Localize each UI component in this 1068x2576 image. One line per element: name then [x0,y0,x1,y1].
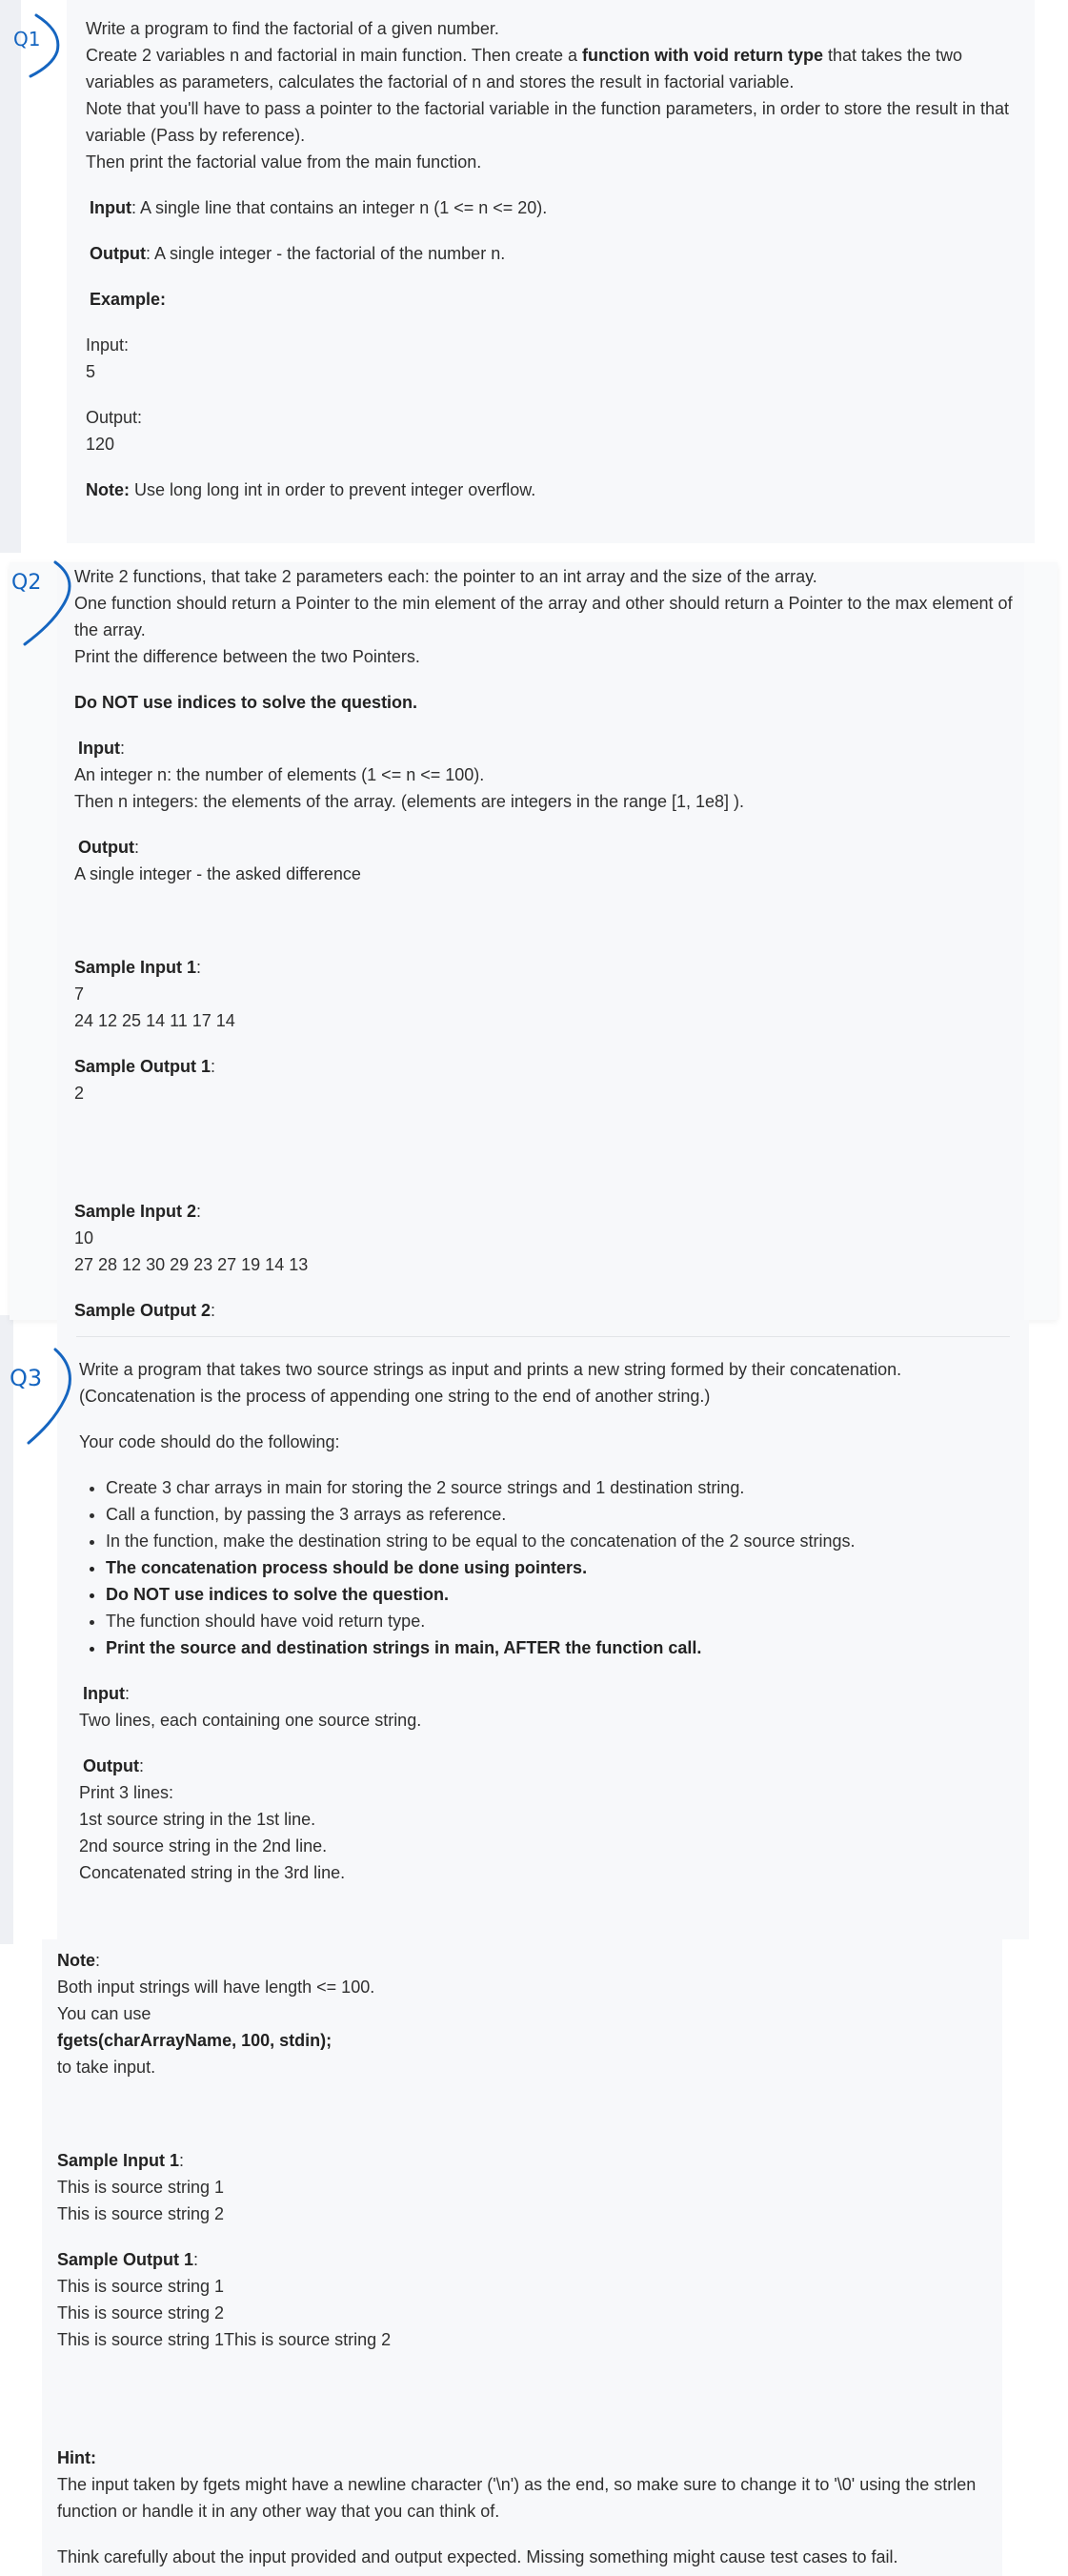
q2-intro-line-1: Write 2 functions, that take 2 parameters each: the pointer to an int array and the size of the array. [74,567,817,586]
q1-note-text: Use long long int in order to prevent integer overflow. [130,480,536,499]
q3-output-line-3: 2nd source string in the 2nd line. [79,1836,328,1856]
q2-sample-output-1-label: Sample Output 1 [74,1057,212,1076]
q3-sample-input-1-line-2: This is source string 2 [57,2204,225,2223]
q2-intro-line-2: One function should return a Pointer to the min element of the array and other should return a Pointer to the max element of the array. [74,594,1013,639]
question-1-content [86,15,1024,503]
question-3-content [79,1356,1022,1886]
q2-input-line-1: An integer n: the number of elements (1 <= n <= 100). [74,765,485,784]
q2-input-label: Input [78,739,120,758]
q2-output-colon: : [133,838,139,857]
q3-output-heading [79,1753,1022,1779]
q2-intro-line-3: Print the difference between the two Pointers. [74,647,420,666]
list-item: • The function should have void return type. [106,1608,1022,1634]
q3-note-line-1: Both input strings will have length <= 100. [57,1978,375,1997]
list-item: • In the function, make the destination string to be equal to the concatenation of the 2 source strings. [106,1528,1022,1554]
q1-marker-label: Q1 [13,28,41,51]
q1-note [86,477,1024,503]
q3-output-line-2: 1st source string in the 1st line. [79,1810,316,1829]
q3-note-code: fgets(charArrayName, 100, stdin); [57,2031,332,2050]
list-item: • The concatenation process should be done using pointers. [106,1554,1022,1581]
divider [76,1336,1010,1337]
q2-sample-input-2-line-1: 10 [74,1228,94,1247]
q1-intro-line-4: Then print the factorial value from the main function. [86,152,482,172]
q1-example-input-label: Input: [86,335,130,355]
q3-sample-output-1-line-2: This is source string 2 [57,2303,225,2322]
q1-output-spec [86,240,1024,267]
q1-input-spec [86,194,1024,221]
q3-hint-label: Hint: [57,2448,96,2467]
q3-colon: : [193,2250,199,2269]
q2-sample-input-1-line-1: 7 [74,984,85,1004]
list-item: • Create 3 char arrays in main for storing the 2 source strings and 1 destination string. [106,1474,1022,1501]
q1-input-label: Input [90,198,131,217]
q2-colon: : [196,1202,202,1221]
question-3-continuation [57,1947,991,2570]
q2-sample-input-2-heading [74,1198,1018,1225]
q1-intro-text-cont: that takes the two variables as parameters, calculates the factorial of n and stores the result in factorial variable. [86,46,963,91]
list-item: • Print the source and destination strings in main, AFTER the function call. [106,1634,1022,1661]
q3-intro-line-1: Write a program that takes two source strings as input and prints a new string formed by their concatenation. [79,1360,902,1379]
q2-no-indices-rule: Do NOT use indices to solve the question. [74,693,418,712]
q3-hint-text: The input taken by fgets might have a newline character ('\n') as the end, so make sure to change it to '\0' using the strlen function or handle it in any other way that you can think of. [57,2475,977,2521]
q3-note-heading [57,1947,991,1974]
q3-sample-output-1-line-3: This is source string 1This is source string 2 [57,2330,392,2349]
q3-sample-output-1-line-1: This is source string 1 [57,2277,225,2296]
q3-input-label: Input [83,1684,125,1703]
q2-output-heading [74,834,1018,861]
q1-handwritten-marker [8,8,69,78]
q2-sample-output-2-label: Sample Output 2 [74,1301,212,1320]
q2-colon: : [211,1301,216,1320]
q3-requirements-list [79,1474,1022,1661]
q2-colon: : [196,958,202,977]
q2-handwritten-marker [8,551,74,646]
q3-colon: : [95,1951,101,1970]
q3-intro-line-2: (Concatenation is the process of appending one string to the end of another string.) [79,1387,711,1406]
q3-colon: : [124,1684,130,1703]
q3-sample-input-1-heading [57,2147,991,2174]
q2-sample-input-1-label: Sample Input 1 [74,958,197,977]
q3-sample-input-1-label: Sample Input 1 [57,2151,180,2170]
q2-sample-input-1-line-2: 24 12 25 14 11 17 14 [74,1011,235,1030]
q2-output-label: Output [78,838,134,857]
q2-output-line: A single integer - the asked difference [74,864,361,883]
q3-output-line-1: Print 3 lines: [79,1783,174,1802]
q1-note-label: Note: [86,480,130,499]
question-2-content [74,563,1018,1350]
list-item: • Call a function, by passing the 3 arrays as reference. [106,1501,1022,1528]
q1-intro-line-2 [86,42,1024,95]
q3-input-line: Two lines, each containing one source string. [79,1711,422,1730]
q1-example-output-value: 120 [86,435,115,454]
q2-marker-label: Q2 [11,571,42,595]
q2-input-line-2: Then n integers: the elements of the array. (elements are integers in the range [1, 1e8] ). [74,792,745,811]
q3-marker-label: Q3 [10,1365,43,1391]
q2-input-colon: : [119,739,125,758]
q1-output-text: : A single integer - the factorial of the number n. [145,244,506,263]
q3-handwritten-marker [6,1342,76,1445]
q1-output-label: Output [90,244,146,263]
q2-sample-input-2-label: Sample Input 2 [74,1202,197,1221]
q1-void-emphasis: function with void return type [581,46,823,65]
q1-example-output-label: Output: [86,408,143,427]
q3-sample-output-1-label: Sample Output 1 [57,2250,194,2269]
q2-sample-input-1-heading [74,954,1018,981]
q3-note-line-2: You can use [57,2004,151,2023]
q1-example-input-value: 5 [86,362,96,381]
q2-sample-input-2-line-2: 27 28 12 30 29 23 27 19 14 13 [74,1255,309,1274]
q3-note-label: Note [57,1951,95,1970]
q1-example-label: Example: [90,290,167,309]
q3-sample-input-1-line-1: This is source string 1 [57,2178,225,2197]
list-item: • Do NOT use indices to solve the question. [106,1581,1022,1608]
q3-colon: : [179,2151,185,2170]
q2-input-heading [74,735,1018,761]
q3-todo-line: Your code should do the following: [79,1432,340,1451]
q1-intro-line-1: Write a program to find the factorial of a given number. [86,19,499,38]
q1-intro-line-3: Note that you'll have to pass a pointer to the factorial variable in the function parameters, in order to store the result in that variable (Pass by reference). [86,99,1009,145]
q3-note-tail: to take input. [57,2058,156,2077]
left-margin-strip [0,0,21,553]
q3-colon: : [138,1756,144,1775]
q2-sample-output-1-heading [74,1053,1018,1080]
q2-colon: : [211,1057,216,1076]
q1-input-text: : A single line that contains an integer n (1 <= n <= 20). [131,198,548,217]
q3-output-line-4: Concatenated string in the 3rd line. [79,1863,346,1882]
q2-sample-output-1-value: 2 [74,1084,85,1103]
q1-intro-text: Create 2 variables n and factorial in main function. Then create a [86,46,582,65]
q3-input-heading [79,1680,1022,1707]
q3-output-label: Output [83,1756,139,1775]
q3-final-text: Think carefully about the input provided and output expected. Missing something might cause test cases to fail. [57,2547,898,2566]
q3-sample-output-1-heading [57,2246,991,2273]
